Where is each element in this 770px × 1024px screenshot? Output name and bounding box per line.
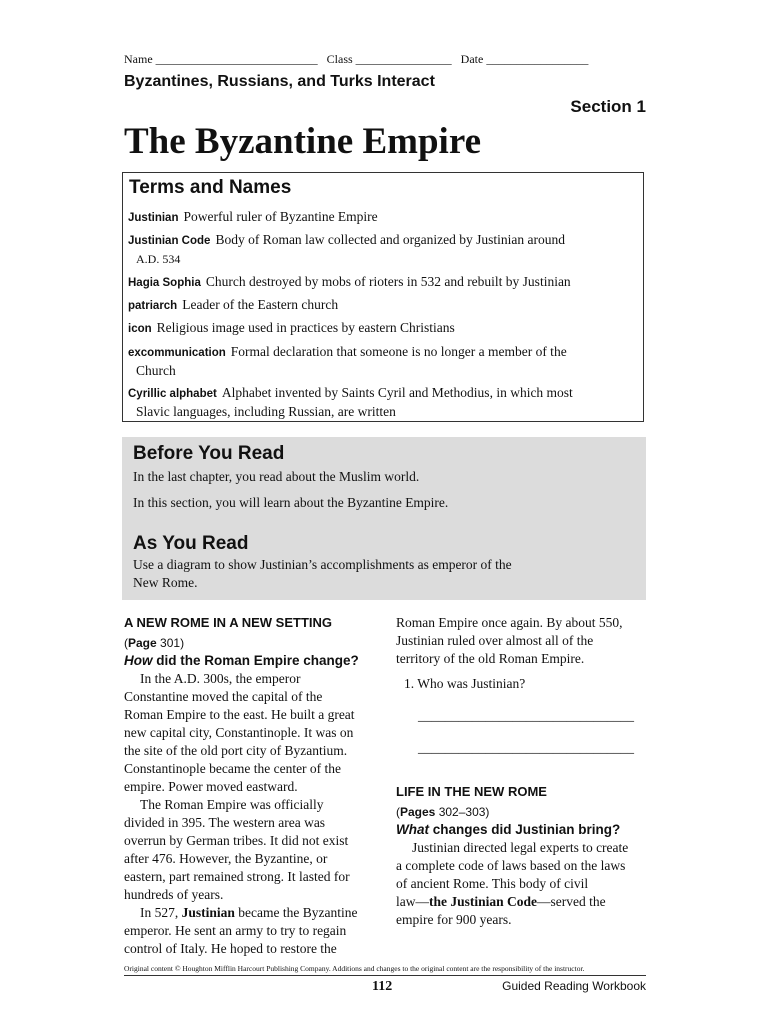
text-line: Roman Empire to the east. He built a great	[124, 707, 355, 722]
right-column	[396, 614, 650, 929]
page-word: Pages	[400, 805, 436, 819]
text-line	[124, 904, 378, 922]
section-heading: A NEW ROME IN A NEW SETTING	[124, 615, 332, 630]
text-line: Justinian ruled over almost all of the	[396, 633, 594, 648]
bold-term: Justinian	[181, 905, 235, 920]
question-rest: did the Roman Empire change?	[152, 653, 359, 668]
text-line: new capital city, Constantinople. It was on	[124, 725, 354, 740]
text-line: Roman Empire once again. By about 550,	[396, 615, 623, 630]
term-name: Justinian Code	[128, 235, 211, 247]
before-you-read-p2: In this section, you will learn about the Byzantine Empire.	[133, 495, 449, 510]
review-question: 1. Who was Justinian?	[404, 676, 526, 691]
unit-title: Byzantines, Russians, and Turks Interact	[124, 73, 435, 90]
text-fragment: —served the	[537, 894, 606, 909]
term-def-cont: Slavic languages, including Russian, are written	[136, 404, 396, 419]
left-column	[124, 614, 378, 958]
term-item	[128, 384, 633, 421]
focus-question	[124, 652, 378, 670]
name-field: Name ___________________________	[124, 52, 318, 66]
text-line: after 476. However, the Byzantine, or	[124, 851, 328, 866]
text-line: of ancient Rome. This body of civil	[396, 876, 589, 891]
text-line: hundreds of years.	[124, 887, 224, 902]
text-line: the site of the old port city of Byzantium.	[124, 743, 348, 758]
date-field: Date _________________	[460, 52, 589, 66]
text-line: a complete code of laws based on the laws	[396, 858, 626, 873]
term-item	[128, 231, 633, 268]
text-line: Justinian directed legal experts to create	[412, 840, 629, 855]
text-fragment: In 527,	[140, 905, 182, 920]
term-def-cont: Church	[136, 363, 176, 378]
terms-box	[122, 172, 644, 422]
page-title: The Byzantine Empire	[124, 121, 481, 162]
term-name: Hagia Sophia	[128, 277, 201, 289]
question-rest: changes did Justinian bring?	[429, 822, 621, 837]
term-def: Leader of the Eastern church	[182, 297, 339, 312]
text-fragment: became the Byzantine	[234, 905, 358, 920]
answer-blank[interactable]: ________________________________	[418, 740, 634, 755]
answer-blank[interactable]: ________________________________	[418, 708, 634, 723]
as-you-read-p1: Use a diagram to show Justinian’s accomplishments as emperor of the	[133, 557, 512, 572]
page-word: Page	[128, 636, 157, 650]
term-item	[128, 296, 633, 315]
section-label: Section 1	[570, 97, 646, 116]
term-def: Religious image used in practices by eastern Christians	[156, 320, 455, 335]
term-item	[128, 273, 633, 292]
text-line: Constantine moved the capital of the	[124, 689, 323, 704]
page-num: 301	[160, 636, 181, 650]
reading-guide-box	[122, 437, 646, 600]
term-def: Formal declaration that someone is no longer a member of the	[230, 344, 567, 359]
copyright-note: Original content © Houghton Mifflin Harcourt Publishing Company. Additions and changes to the original content are the responsibility of the instructor.	[124, 964, 646, 976]
header-fields	[124, 52, 646, 67]
bold-term: the Justinian Code	[429, 894, 538, 909]
term-def-cont: A.D. 534	[136, 252, 181, 266]
text-line: In the A.D. 300s, the emperor	[140, 671, 301, 686]
text-line: empire for 900 years.	[396, 912, 512, 927]
text-line: overrun by German tribes. It did not exist	[124, 833, 349, 848]
text-line: territory of the old Roman Empire.	[396, 651, 585, 666]
section-heading: LIFE IN THE NEW ROME	[396, 784, 547, 799]
text-line: Constantinople became the center of the	[124, 761, 342, 776]
text-line	[396, 893, 650, 911]
term-def: Church destroyed by mobs of rioters in 532 and rebuilt by Justinian	[205, 274, 571, 289]
page-number: 112	[372, 979, 393, 994]
text-line: divided in 395. The western area was	[124, 815, 326, 830]
question-em: What	[396, 822, 429, 837]
question-em: How	[124, 653, 153, 668]
workbook-label: Guided Reading Workbook	[502, 979, 646, 993]
as-you-read-heading: As You Read	[133, 533, 249, 554]
text-line: The Roman Empire was officially	[140, 797, 324, 812]
before-you-read-heading: Before You Read	[133, 443, 285, 464]
page-ref: (Page 301)	[124, 636, 185, 650]
term-name: Justinian	[128, 212, 179, 224]
class-field: Class ________________	[326, 52, 452, 66]
term-item	[128, 208, 633, 227]
focus-question	[396, 821, 650, 839]
term-def: Alphabet invented by Saints Cyril and Methodius, in which most	[221, 385, 573, 400]
term-name: icon	[128, 323, 152, 335]
term-item	[128, 343, 633, 380]
term-def: Powerful ruler of Byzantine Empire	[183, 209, 378, 224]
text-fragment: law—	[396, 894, 429, 909]
terms-heading: Terms and Names	[129, 177, 292, 198]
text-line: control of Italy. He hoped to restore the	[124, 941, 337, 956]
as-you-read-p2: New Rome.	[133, 575, 198, 590]
before-you-read-p1: In the last chapter, you read about the Muslim world.	[133, 469, 420, 484]
term-item	[128, 319, 633, 338]
page-num: 302–303	[438, 805, 486, 819]
term-name: Cyrillic alphabet	[128, 388, 217, 400]
text-line: empire. Power moved eastward.	[124, 779, 298, 794]
text-line: emperor. He sent an army to try to regain	[124, 923, 347, 938]
term-name: patriarch	[128, 300, 178, 312]
term-def: Body of Roman law collected and organized by Justinian around	[215, 232, 565, 247]
text-line: eastern, part remained strong. It lasted for	[124, 869, 350, 884]
term-name: excommunication	[128, 347, 226, 359]
page-ref: (Pages 302–303)	[396, 805, 490, 819]
